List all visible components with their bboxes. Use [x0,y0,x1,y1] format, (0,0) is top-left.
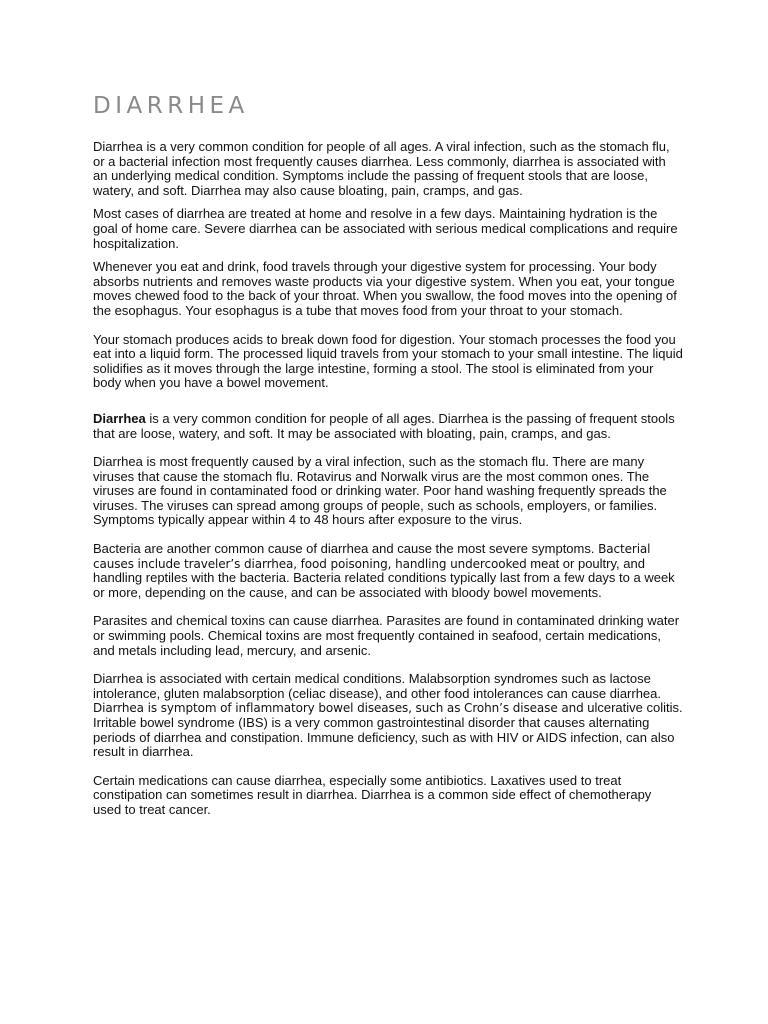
paragraph-overview: Diarrhea is a very common condition for people of all ages. A viral infection, such as the stomach flu, or a bacterial infection most frequently causes diarrhea. Less commonly, diarrhea is associated with an underlying medical condition. Symptoms include the passing of frequent stools that are loose, watery, and soft. Diarrhea may also cause bloating, pain, cramps, and gas. [93,139,670,198]
paragraph-definition [93,412,683,441]
paragraph-stomach: Your stomach produces acids to break down food for digestion. Your stomach processes the food you eat into a liquid form. The processed liquid travels from your stomach to your small intestine. The liquid solidifies as it moves through the large intestine, forming a stool. The stool is eliminated from your body when you have a bowel movement. [93,331,683,391]
paragraph-medications: Certain medications can cause diarrhea, especially some antibiotics. Laxatives used to treat constipation can sometimes result in diarrhea. Diarrhea is a common side effect of chemotherapy used to treat cancer. [93,772,652,817]
bold-term: Diarrhea [93,410,146,426]
paragraph-digestive-system: Whenever you eat and drink, food travels through your digestive system for processing. Your body absorbs nutrients and removes waste products via your digestive system. When you eat, your tongue moves chewed food to the back of your throat. When you swallow, the food moves into the opening of the esophagus. Your esophagus is a tube that moves food from your throat to your stomach. [93,259,677,318]
conditions-text-b: Diarrhea is symptom of inflammatory bowel diseases, such as Crohn’s disease and [93,701,584,716]
paragraph-parasites-toxins: Parasites and chemical toxins can cause diarrhea. Parasites are found in contaminated drinking water or swimming pools. Chemical toxins are most frequently contained in seafood, certain medications, and metals including lead, mercury, and arsenic. [93,613,680,658]
paragraph-medical-conditions [93,672,683,760]
conditions-text-c: ulcerative colitis. Irritable bowel syndrome (IBS) is a very common gastrointestinal disorder that causes alternating periods of diarrhea and constipation. Immune deficiency, such as with HIV or AIDS infection, can also result in diarrhea. [93,700,683,760]
bacterial-text-c: meat or poultry, and handling reptiles with the bacteria. Bacteria related conditions typically last from a few days to a week or more, depending on the cause, and can be associated with bloody bowel movements. [93,555,675,600]
paragraph-home-care: Most cases of diarrhea are treated at home and resolve in a few days. Maintaining hydration is the goal of home care. Severe diarrhea can be associated with serious medical complications and require hospitalization. [93,206,678,251]
document-body [93,140,683,827]
paragraph-bacterial-causes [93,542,683,600]
bacterial-text-a: Bacteria are another common cause of diarrhea and cause the most severe symptoms. [93,541,599,557]
document-title: DIARRHEA [93,93,249,119]
conditions-text-a: Diarrhea is associated with certain medical conditions. Malabsorption syndromes such as lactose intolerance, gluten malabsorption (celiac disease), and other food intolerances can cause diarrhea. [93,671,662,701]
bacterial-text-b: Bacterial causes include traveler’s diarrhea, food poisoning, handling undercooked [93,542,651,571]
definition-text: is a very common condition for people of all ages. Diarrhea is the passing of frequent stools that are loose, watery, and soft. It may be associated with bloating, pain, cramps, and gas. [93,410,675,441]
paragraph-viral-causes: Diarrhea is most frequently caused by a viral infection, such as the stomach flu. There are many viruses that cause the stomach flu. Rotavirus and Norwalk virus are the most common ones. The viruses are found in contaminated food or drinking water. Poor hand washing frequently spreads the viruses. The viruses can spread among groups of people, such as schools, employers, or families. Symptoms typically appear within 4 to 48 hours after exposure to the virus. [93,454,667,528]
